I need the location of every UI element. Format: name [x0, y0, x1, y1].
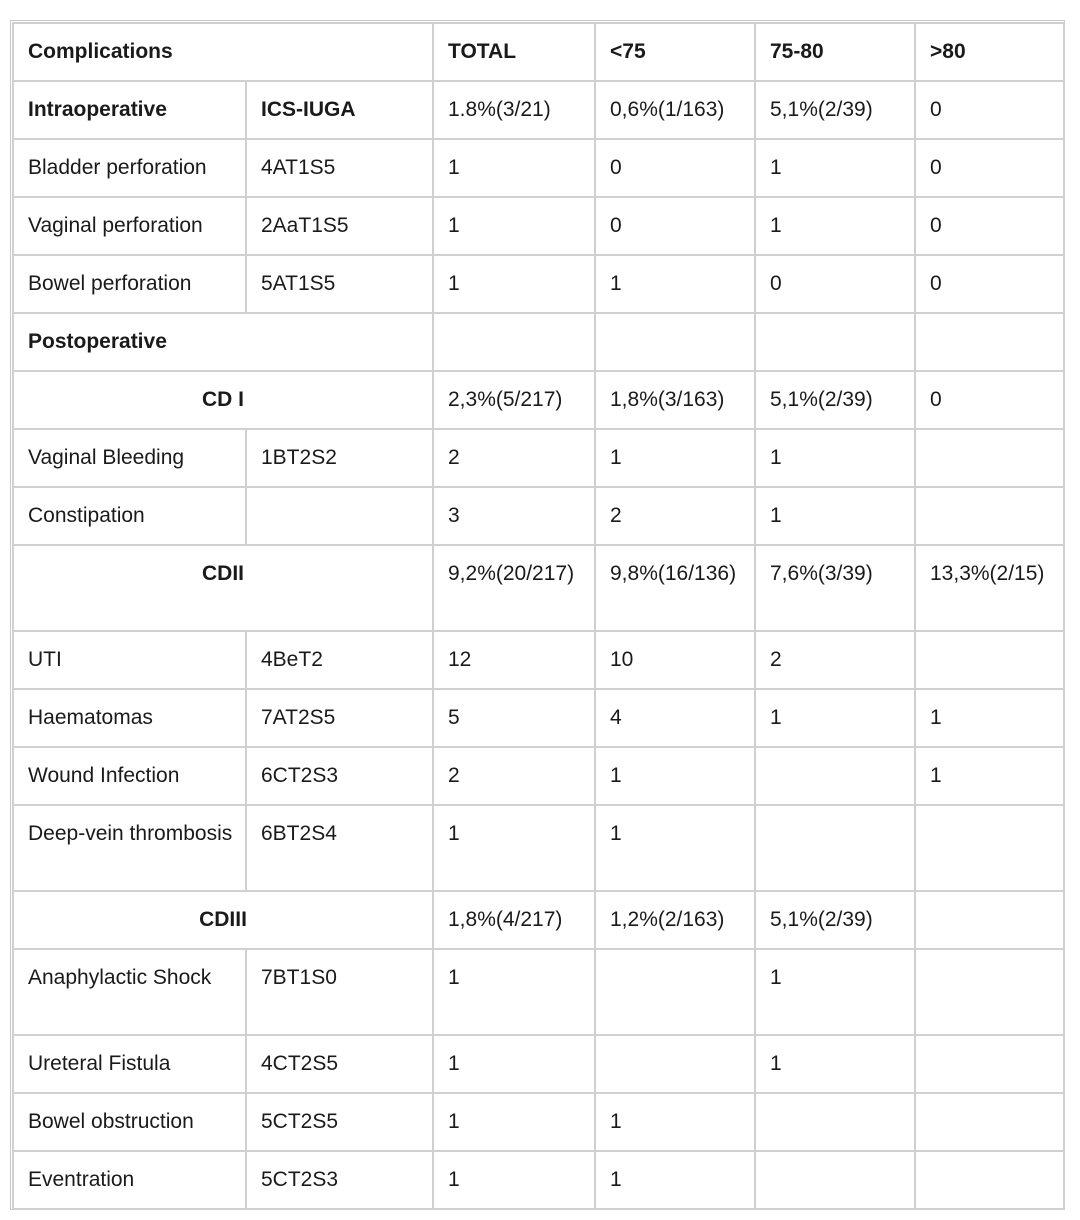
section-label: Postoperative	[13, 313, 433, 371]
section-row-cd3	[13, 891, 1064, 949]
cell-75-80	[755, 747, 915, 805]
row-code: 7AT2S5	[246, 689, 433, 747]
cell-75-80: 1	[755, 689, 915, 747]
header-complications: Complications	[13, 23, 433, 81]
header-gt80: >80	[915, 23, 1064, 81]
section-label: CDII	[13, 545, 433, 631]
cell-total: 12	[433, 631, 595, 689]
table-row	[13, 255, 1064, 313]
cell-gt80	[915, 1151, 1064, 1209]
row-code: 4AT1S5	[246, 139, 433, 197]
cell-total	[433, 313, 595, 371]
cell-75-80: 1	[755, 197, 915, 255]
cell-gt80	[915, 805, 1064, 891]
cell-gt80	[915, 631, 1064, 689]
cell-gt80: 0	[915, 81, 1064, 139]
cell-total: 1	[433, 1035, 595, 1093]
cell-total: 1,8%(4/217)	[433, 891, 595, 949]
header-row	[13, 23, 1064, 81]
cell-gt80: 0	[915, 197, 1064, 255]
table-row	[13, 139, 1064, 197]
table-row	[13, 1035, 1064, 1093]
section-row-cd1	[13, 371, 1064, 429]
cell-75-80: 5,1%(2/39)	[755, 891, 915, 949]
table-row	[13, 487, 1064, 545]
table-row	[13, 197, 1064, 255]
cell-75-80: 1	[755, 429, 915, 487]
row-code: 6CT2S3	[246, 747, 433, 805]
cell-total: 2,3%(5/217)	[433, 371, 595, 429]
section-row-cd2	[13, 545, 1064, 631]
cell-total: 1.8%(3/21)	[433, 81, 595, 139]
table-row	[13, 1151, 1064, 1209]
cell-gt80	[915, 313, 1064, 371]
table-row	[13, 689, 1064, 747]
cell-gt80: 13,3%(2/15)	[915, 545, 1064, 631]
row-name: Bowel perforation	[13, 255, 246, 313]
cell-lt75: 1,2%(2/163)	[595, 891, 755, 949]
cell-gt80: 0	[915, 255, 1064, 313]
cell-gt80	[915, 1035, 1064, 1093]
header-lt75: <75	[595, 23, 755, 81]
table-row	[13, 429, 1064, 487]
cell-lt75	[595, 1035, 755, 1093]
table-row	[13, 747, 1064, 805]
row-name: Bowel obstruction	[13, 1093, 246, 1151]
cell-lt75: 1	[595, 429, 755, 487]
cell-lt75: 10	[595, 631, 755, 689]
row-name: Deep-vein thrombosis	[13, 805, 246, 891]
cell-lt75: 0	[595, 139, 755, 197]
cell-total: 3	[433, 487, 595, 545]
cell-gt80: 1	[915, 747, 1064, 805]
cell-total: 1	[433, 1093, 595, 1151]
cell-75-80	[755, 805, 915, 891]
cell-75-80: 0	[755, 255, 915, 313]
cell-75-80: 5,1%(2/39)	[755, 81, 915, 139]
cell-total: 1	[433, 805, 595, 891]
row-code: 4CT2S5	[246, 1035, 433, 1093]
cell-gt80	[915, 1093, 1064, 1151]
row-code: 5CT2S5	[246, 1093, 433, 1151]
cell-75-80	[755, 1151, 915, 1209]
cell-lt75: 1	[595, 747, 755, 805]
table-row	[13, 949, 1064, 1035]
row-name: UTI	[13, 631, 246, 689]
row-name: Wound Infection	[13, 747, 246, 805]
cell-gt80: 0	[915, 139, 1064, 197]
complications-table	[12, 22, 1065, 1210]
cell-75-80	[755, 313, 915, 371]
row-name: Ureteral Fistula	[13, 1035, 246, 1093]
row-code: 6BT2S4	[246, 805, 433, 891]
cell-gt80	[915, 429, 1064, 487]
cell-75-80: 5,1%(2/39)	[755, 371, 915, 429]
cell-gt80: 0	[915, 371, 1064, 429]
cell-75-80: 2	[755, 631, 915, 689]
cell-total: 1	[433, 949, 595, 1035]
cell-lt75: 1,8%(3/163)	[595, 371, 755, 429]
section-row-postoperative	[13, 313, 1064, 371]
cell-75-80: 7,6%(3/39)	[755, 545, 915, 631]
row-name: Eventration	[13, 1151, 246, 1209]
section-label: CD I	[13, 371, 433, 429]
row-name: Anaphylactic Shock	[13, 949, 246, 1035]
cell-gt80	[915, 487, 1064, 545]
cell-lt75: 9,8%(16/136)	[595, 545, 755, 631]
row-code	[246, 487, 433, 545]
cell-total: 1	[433, 197, 595, 255]
cell-75-80	[755, 1093, 915, 1151]
cell-lt75	[595, 313, 755, 371]
cell-total: 5	[433, 689, 595, 747]
cell-lt75: 1	[595, 1093, 755, 1151]
cell-lt75: 2	[595, 487, 755, 545]
section-row-intraoperative	[13, 81, 1064, 139]
table-row	[13, 631, 1064, 689]
cell-total: 2	[433, 747, 595, 805]
table-row	[13, 805, 1064, 891]
cell-75-80: 1	[755, 1035, 915, 1093]
cell-75-80: 1	[755, 949, 915, 1035]
cell-total: 2	[433, 429, 595, 487]
section-label: CDIII	[13, 891, 433, 949]
header-total: TOTAL	[433, 23, 595, 81]
row-name: Bladder perforation	[13, 139, 246, 197]
cell-total: 9,2%(20/217)	[433, 545, 595, 631]
header-75-80: 75-80	[755, 23, 915, 81]
cell-lt75: 0	[595, 197, 755, 255]
cell-lt75: 0,6%(1/163)	[595, 81, 755, 139]
cell-gt80	[915, 891, 1064, 949]
row-code: 5CT2S3	[246, 1151, 433, 1209]
row-name: Vaginal perforation	[13, 197, 246, 255]
cell-lt75: 4	[595, 689, 755, 747]
section-label: Intraoperative	[13, 81, 246, 139]
cell-lt75	[595, 949, 755, 1035]
cell-lt75: 1	[595, 805, 755, 891]
row-code: 7BT1S0	[246, 949, 433, 1035]
row-name: Constipation	[13, 487, 246, 545]
row-code: 1BT2S2	[246, 429, 433, 487]
row-code: 5AT1S5	[246, 255, 433, 313]
cell-total: 1	[433, 1151, 595, 1209]
row-name: Haematomas	[13, 689, 246, 747]
cell-gt80	[915, 949, 1064, 1035]
cell-75-80: 1	[755, 139, 915, 197]
table-row	[13, 1093, 1064, 1151]
row-code: 2AaT1S5	[246, 197, 433, 255]
section-code: ICS-IUGA	[246, 81, 433, 139]
row-code: 4BeT2	[246, 631, 433, 689]
row-name: Vaginal Bleeding	[13, 429, 246, 487]
cell-total: 1	[433, 139, 595, 197]
cell-lt75: 1	[595, 255, 755, 313]
cell-total: 1	[433, 255, 595, 313]
cell-gt80: 1	[915, 689, 1064, 747]
cell-lt75: 1	[595, 1151, 755, 1209]
cell-75-80: 1	[755, 487, 915, 545]
